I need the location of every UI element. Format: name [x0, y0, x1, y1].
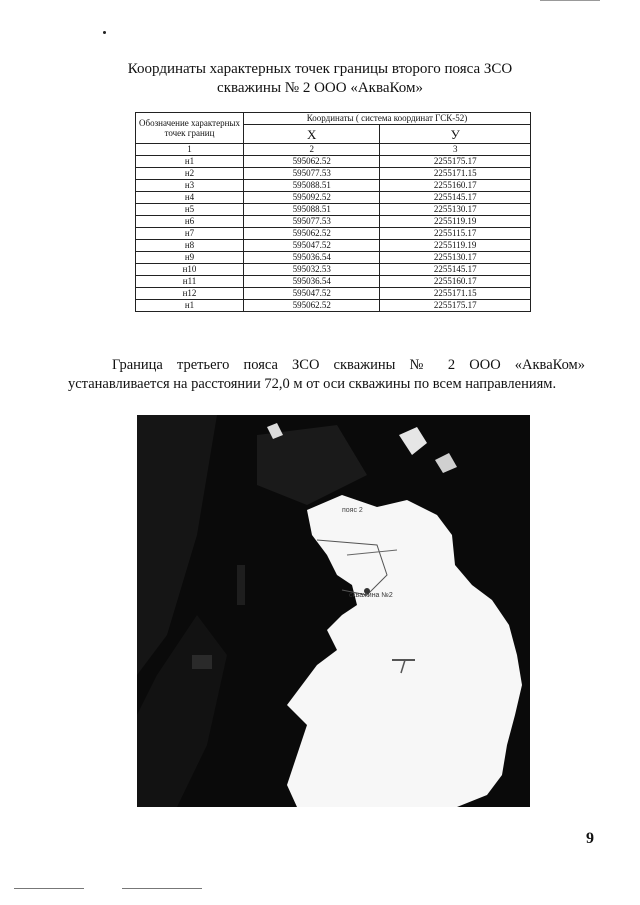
cell-y: 2255115.17: [380, 228, 531, 240]
cell-x: 595062.52: [244, 156, 380, 168]
cell-name: н11: [136, 276, 244, 288]
cell-x: 595077.53: [244, 216, 380, 228]
cell-x: 595036.54: [244, 276, 380, 288]
header-coord-system: Координаты ( система координат ГСК-52): [244, 113, 531, 125]
table-row: [136, 228, 531, 240]
cell-x: 595092.52: [244, 192, 380, 204]
cell-x: 595047.52: [244, 288, 380, 300]
header-point-name: Обозначение характерных точек границ: [136, 113, 244, 144]
satellite-photo: [137, 415, 530, 807]
table-row: [136, 288, 531, 300]
cell-name: н6: [136, 216, 244, 228]
cell-y: 2255175.17: [380, 300, 531, 312]
page-number: 9: [586, 830, 594, 847]
coordinates-table: [135, 112, 531, 312]
cell-x: 595088.51: [244, 180, 380, 192]
header-y: У: [380, 125, 531, 144]
zone-three-paragraph: [68, 356, 585, 394]
cell-name: н7: [136, 228, 244, 240]
table-row: [136, 240, 531, 252]
cell-x: 595077.53: [244, 168, 380, 180]
table-row: [136, 252, 531, 264]
col-number-2: 2: [244, 144, 380, 156]
cell-name: н9: [136, 252, 244, 264]
cell-x: 595062.52: [244, 300, 380, 312]
cell-y: 2255160.17: [380, 180, 531, 192]
photo-label-zone: пояс 2: [342, 507, 363, 514]
header-x: X: [244, 125, 380, 144]
cell-name: н2: [136, 168, 244, 180]
cell-x: 595062.52: [244, 228, 380, 240]
cell-y: 2255171.15: [380, 168, 531, 180]
table-row: [136, 180, 531, 192]
cell-y: 2255175.17: [380, 156, 531, 168]
title-line-1: Координаты характерных точек границы второго пояса ЗСО: [127, 61, 513, 77]
cell-y: 2255145.17: [380, 264, 531, 276]
cell-name: н4: [136, 192, 244, 204]
cell-name: н1: [136, 300, 244, 312]
cell-y: 2255119.19: [380, 240, 531, 252]
col-number-1: 1: [136, 144, 244, 156]
cell-x: 595088.51: [244, 204, 380, 216]
scan-edge-mark: [540, 0, 600, 1]
footer-rule-left: [14, 888, 84, 889]
title-line-2: скважины № 2 ООО «АкваКом»: [217, 80, 423, 96]
table-row: [136, 156, 531, 168]
cell-x: 595032.53: [244, 264, 380, 276]
cell-x: 595047.52: [244, 240, 380, 252]
cell-name: н10: [136, 264, 244, 276]
table-row: [136, 204, 531, 216]
table-row: [136, 192, 531, 204]
cell-y: 2255171.15: [380, 288, 531, 300]
cell-name: н5: [136, 204, 244, 216]
table-row: [136, 264, 531, 276]
table-body: [136, 156, 531, 312]
cell-y: 2255119.19: [380, 216, 531, 228]
cell-y: 2255130.17: [380, 252, 531, 264]
paragraph-line-2: устанавливается на расстоянии 72,0 м от оси скважины по всем направлениям.: [68, 376, 557, 392]
page-title: [100, 60, 540, 98]
table-row: [136, 276, 531, 288]
cell-x: 595036.54: [244, 252, 380, 264]
satellite-image: [137, 415, 530, 807]
paragraph-line-1: Граница третьего пояса ЗСО скважины № 2 ООО «АкваКом»: [112, 357, 585, 373]
cell-name: н1: [136, 156, 244, 168]
cell-name: н8: [136, 240, 244, 252]
cell-y: 2255145.17: [380, 192, 531, 204]
table-row: [136, 216, 531, 228]
table-row: [136, 168, 531, 180]
photo-label-well: скважина №2: [349, 592, 393, 599]
speck-mark: [103, 31, 106, 34]
cell-name: н12: [136, 288, 244, 300]
cell-name: н3: [136, 180, 244, 192]
table-row: [136, 300, 531, 312]
footer-rule-right: [122, 888, 202, 889]
cell-y: 2255160.17: [380, 276, 531, 288]
cell-y: 2255130.17: [380, 204, 531, 216]
col-number-3: 3: [380, 144, 531, 156]
